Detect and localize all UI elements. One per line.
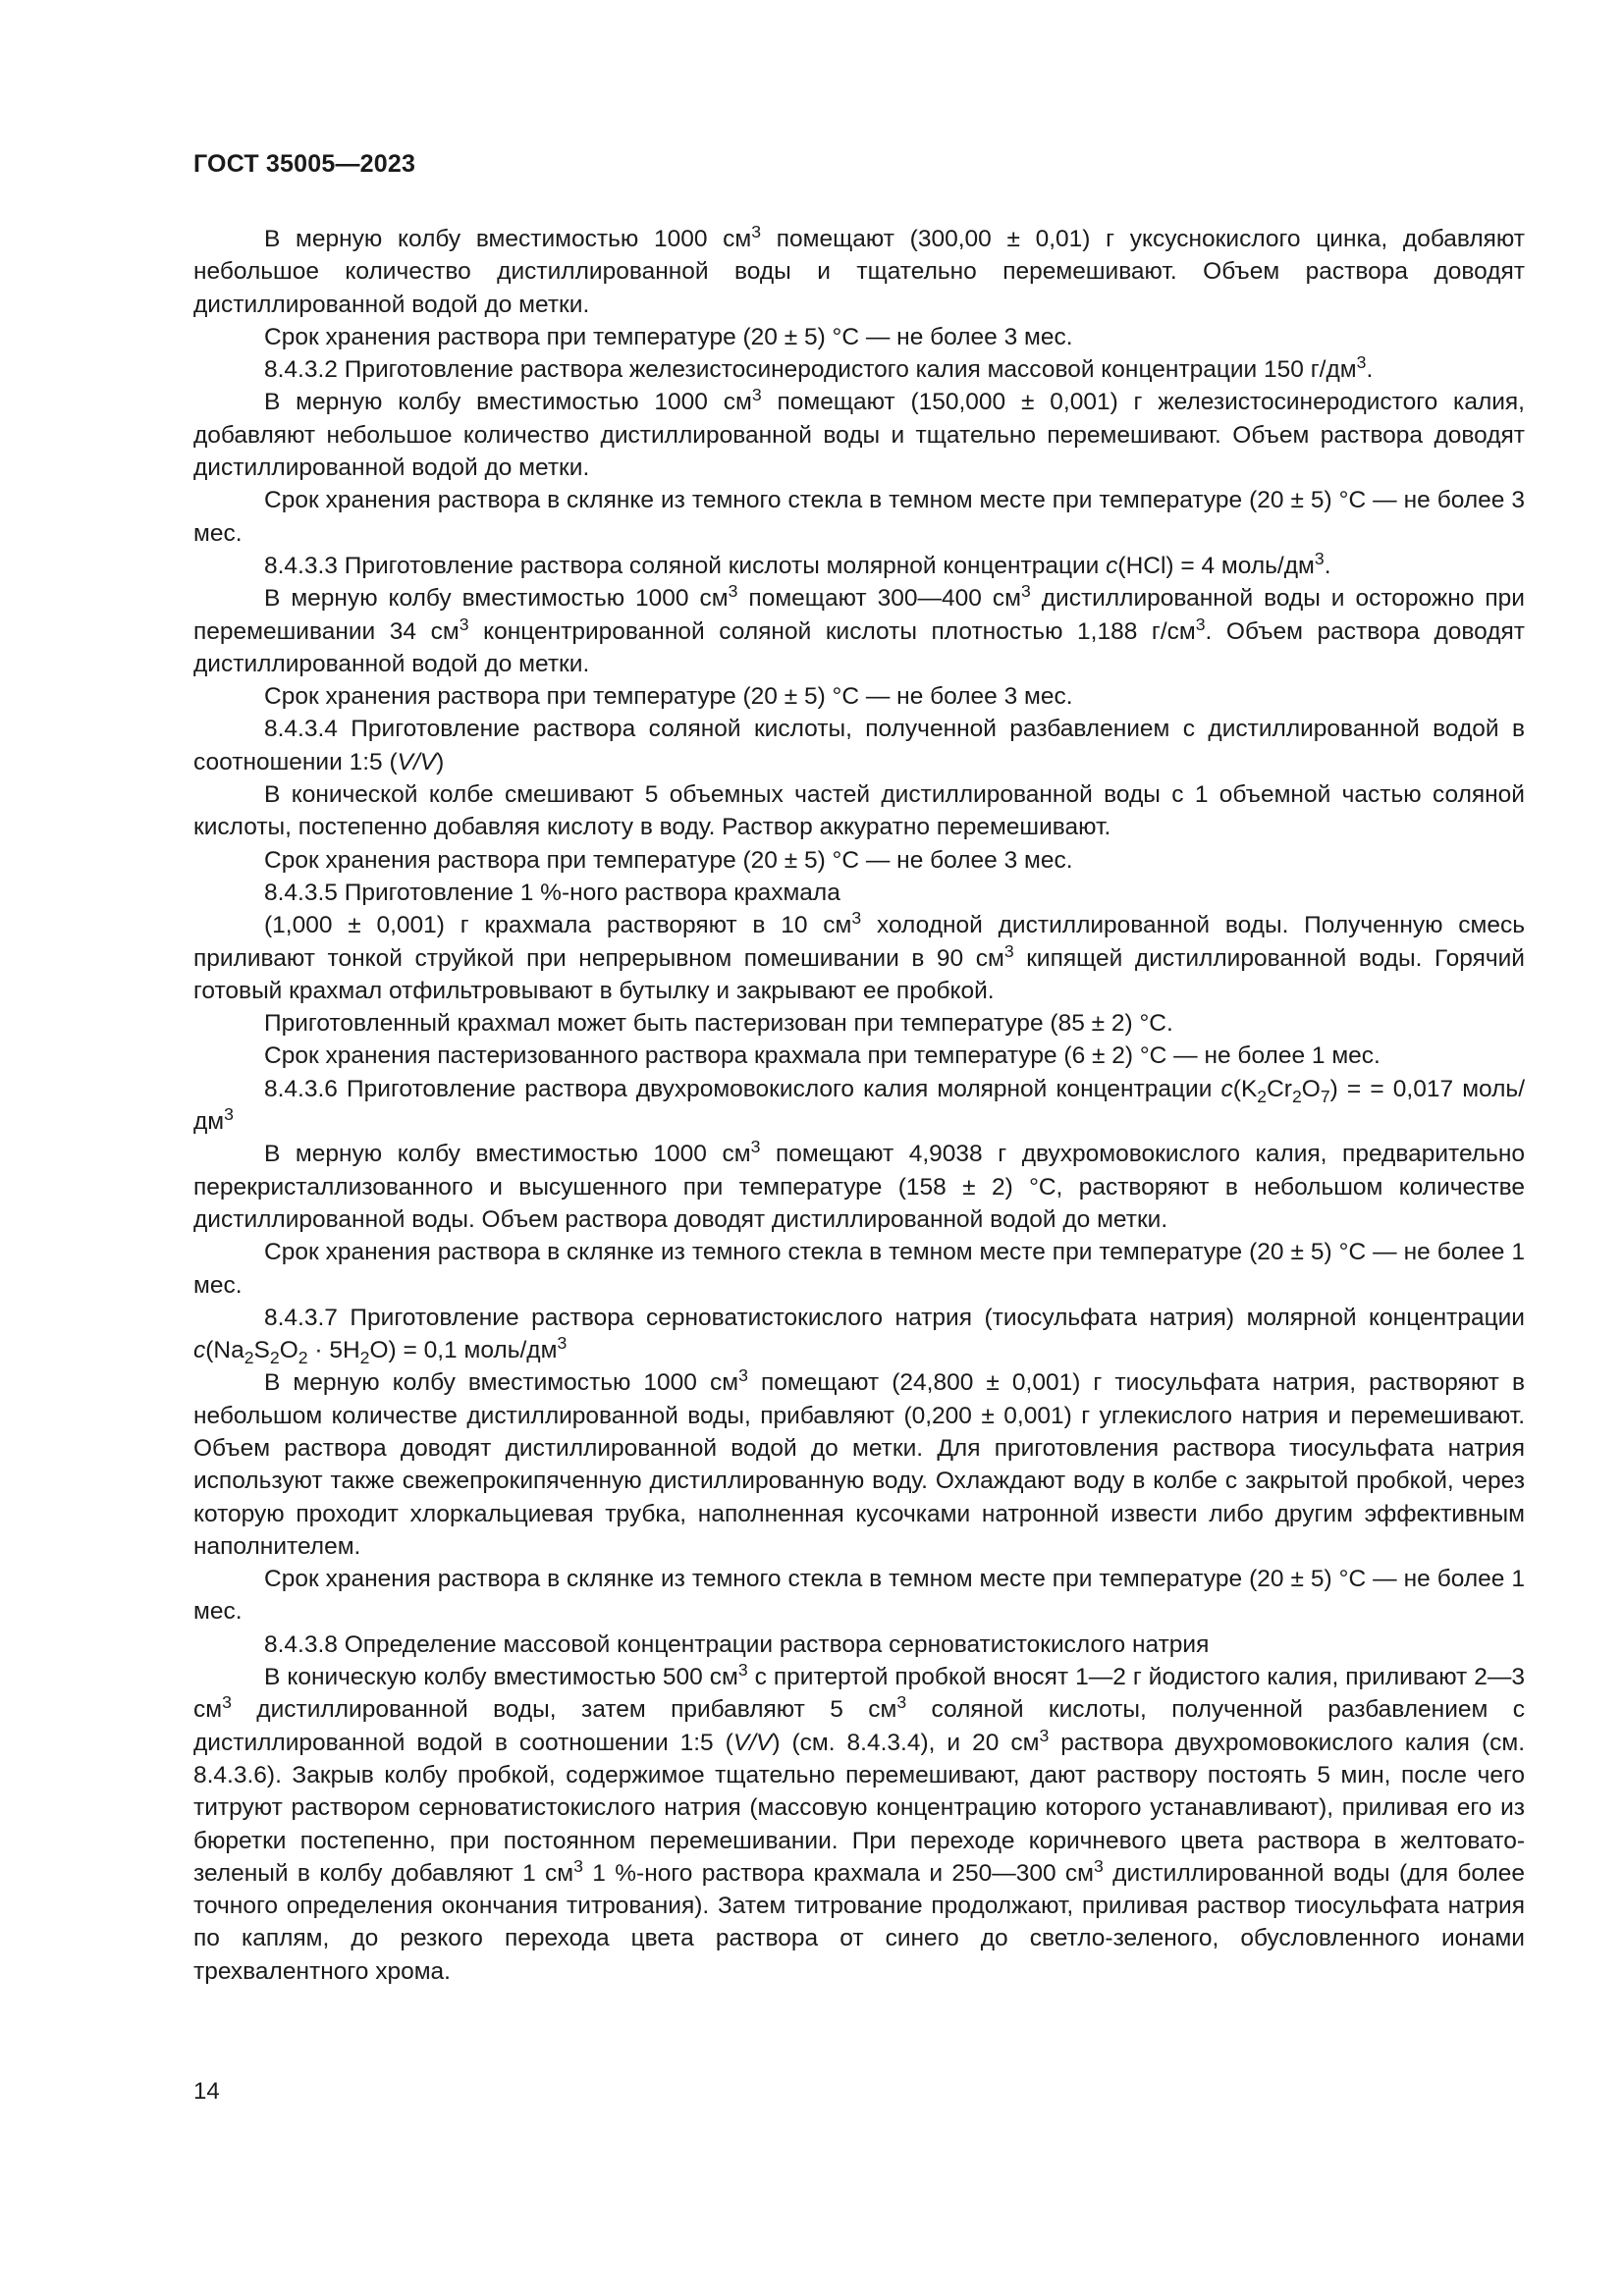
body-paragraph: В мерную колбу вместимостью 1000 $см^3$ помещают (24,800 ± 0,001) г тиосульфата натрия, растворяют в небольшом количестве дистиллированной воды, прибавляют (0,200 ± 0,001) г углекислого натрия и перемешивают. Объем раствора доводят дистиллированной водой до метки. Для приготовления раствора тиосульфата натрия используют также свежепрокипяченную дистиллированную воду. Охлаждают воду в колбе с закрытой пробкой, через которую проходит хлоркальциевая трубка, наполненная кусочками натронной извести либо другим эффективным наполнителем.	[193, 1365, 1525, 1560]
body-paragraph: В конической колбе смешивают 5 объемных частей дистиллированной воды с 1 объемной частью соляной кислоты, постепенно добавляя кислоту в воду. Раствор аккуратно перемешивают.	[193, 781, 1525, 841]
section-heading: 8.4.3.2 Приготовление раствора железистосинеродистого калия массовой концентрации 150 $г/дм^3$.	[264, 352, 1374, 384]
section-heading: 8.4.3.4 Приготовление раствора соляной кислоты, полученной разбавлением с дистиллированной водой в соотношении 1:5 (V/V)	[193, 716, 1525, 775]
body-paragraph: Срок хранения раствора при температуре (20 ± 5) °С — не более 3 мес.	[264, 683, 1073, 711]
body-paragraph: В мерную колбу вместимостью 1000 $см^3$ помещают (150,000 ± 0,001) г железистосинеродистого калия, добавляют небольшое количество дистиллированной воды и тщательно перемешивают. Объем раствора доводят дистиллированной водой до метки.	[193, 385, 1525, 482]
body-paragraph: В мерную колбу вместимостью 1000 $см^3$ помещают (300,00 ± 0,01) г уксуснокислого цинка, добавляют небольшое количество дистиллированной воды и тщательно перемешивают. Объем раствора доводят дистиллированной водой до метки.	[193, 221, 1525, 318]
body-paragraph: Срок хранения раствора при температуре (20 ± 5) °С — не более 3 мес.	[264, 846, 1073, 874]
body-paragraph: Срок хранения раствора при температуре (20 ± 5) °С — не более 3 мес.	[264, 323, 1073, 350]
body-paragraph: Срок хранения раствора в склянке из темного стекла в темном месте при температуре (20 ± 5) °С — не более 3 мес.	[193, 487, 1525, 547]
section-heading: 8.4.3.8 Определение массовой концентрации раствора серноватистокислого натрия	[264, 1630, 1210, 1658]
body-paragraph: В коническую колбу вместимостью 500 $см^3$ с притертой пробкой вносят 1—2 г йодистого калия, приливают 2—3 $см^3$ дистиллированной воды, затем прибавляют 5 $см^3$ соляной кислоты, полученной разбавлением с дистиллированной водой в соотношении 1:5 (V/V) (см. 8.4.3.4), и 20 $см^3$ раствора двухромовокислого калия (см. 8.4.3.6). Закрыв колбу пробкой, содержимое тщательно перемешивают, дают раствору постоять 5 мин, после чего титруют раствором серноватистокислого натрия (массовую концентрацию которого устанавливают), приливая его из бюретки постепенно, при постоянном перемешивании. При переходе коричневого цвета раствора в желтовато-зеленый в колбу добавляют 1 $см^3$ 1 %-ного раствора крахмала и 250—300 $см^3$ дистиллированной воды (для более точного определения окончания титрования). Затем титрование продолжают, приливая раствор тиосульфата натрия по каплям, до резкого перехода цвета раствора от синего до светло-зеленого, обусловленного ионами трехвалентного хрома.	[193, 1659, 1525, 1985]
body-paragraph: Срок хранения пастеризованного раствора крахмала при температуре (6 ± 2) °С — не более 1 мес.	[264, 1042, 1380, 1070]
document-header-code: ГОСТ 35005—2023	[193, 150, 416, 178]
body-paragraph: В мерную колбу вместимостью 1000 $см^3$ помещают 300—400 $см^3$ дистиллированной воды и осторожно при перемешивании 34 $см^3$ концентрированной соляной кислоты плотностью 1,188 $г/см^3$. Объем раствора доводят дистиллированной водой до метки.	[193, 581, 1525, 677]
body-paragraph: Срок хранения раствора в склянке из темного стекла в темном месте при температуре (20 ± 5) °С — не более 1 мес.	[193, 1239, 1525, 1299]
section-heading: 8.4.3.7 Приготовление раствора серноватистокислого натрия (тиосульфата натрия) молярной концентрации $с(Na_2S_2O_2 \cdot 5H_2O) = 0,1$ моль/$дм^3$	[193, 1304, 1525, 1367]
body-paragraph: (1,000 ± 0,001) г крахмала растворяют в 10 $см^3$ холодной дистиллированной воды. Полученную смесь приливают тонкой струйкой при непрерывном помешивании в 90 $см^3$ кипящей дистиллированной воды. Горячий готовый крахмал отфильтровывают в бутылку и закрывают ее пробкой.	[193, 908, 1526, 1004]
body-paragraph: Срок хранения раствора в склянке из темного стекла в темном месте при температуре (20 ± 5) °С — не более 1 мес.	[193, 1566, 1525, 1626]
section-heading: 8.4.3.6 Приготовление раствора двухромовокислого калия молярной концентрации $с(K_2Cr_2O_7)$ = = 0,017 моль/$дм^3$	[193, 1075, 1526, 1136]
body-paragraph: Приготовленный крахмал может быть пастеризован при температуре (85 ± 2) °С.	[264, 1010, 1173, 1038]
document-body	[193, 223, 1525, 1988]
body-paragraph: В мерную колбу вместимостью 1000 $см^3$ помещают 4,9038 г двухромовокислого калия, предварительно перекристаллизованного и высушенного при температуре (158 ± 2) °С, растворяют в небольшом количестве дистиллированной воды. Объем раствора доводят дистиллированной водой до метки.	[193, 1137, 1525, 1233]
section-heading: 8.4.3.3 Приготовление раствора соляной кислоты молярной концентрации с(HCl) = 4 моль/$дм^3$.	[264, 548, 1331, 579]
page-number: 14	[193, 2078, 220, 2105]
section-heading: 8.4.3.5 Приготовление 1 %-ного раствора крахмала	[264, 879, 840, 906]
